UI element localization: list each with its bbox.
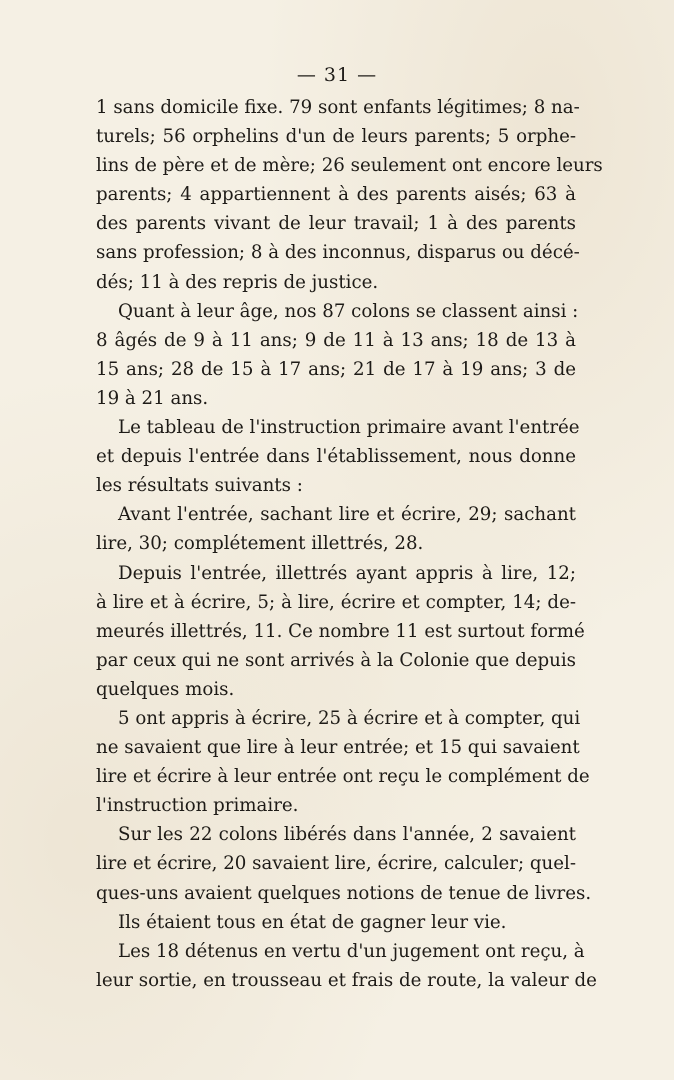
body-text (96, 93, 603, 995)
text-line: Les 18 détenus en vertu d'un jugement ont reçu, à (118, 940, 585, 962)
text-line: leur sortie, en trousseau et frais de route, la valeur de (96, 969, 597, 991)
text-line: Quant à leur âge, nos 87 colons se classent ainsi : (118, 300, 579, 322)
text-line: ques-uns avaient quelques notions de tenue de livres. (96, 882, 592, 904)
text-line: 19 à 21 ans. (96, 387, 209, 409)
text-line: parents; 4 appartiennent à des parents aisés; 63 à (96, 184, 576, 206)
text-line: 15 ans; 28 de 15 à 17 ans; 21 de 17 à 19 ans; 3 de (96, 358, 576, 380)
text-line: les résultats suivants : (96, 475, 303, 497)
text-line: sans profession; 8 à des inconnus, disparus ou décé- (96, 242, 580, 264)
text-line: meurés illettrés, 11. Ce nombre 11 est surtout formé (96, 620, 585, 642)
text-line: Sur les 22 colons libérés dans l'année, 2 savaient (118, 824, 576, 846)
text-line: Depuis l'entrée, illettrés ayant appris à lire, 12; (118, 562, 576, 584)
text-line: Avant l'entrée, sachant lire et écrire, 29; sachant (118, 504, 576, 526)
text-line: des parents vivant de leur travail; 1 à des parents (96, 213, 576, 235)
text-line: turels; 56 orphelins d'un de leurs parents; 5 orphe- (96, 126, 576, 148)
page-number: — 31 — (296, 64, 378, 86)
text-line: Ils étaient tous en état de gagner leur vie. (118, 911, 507, 933)
text-line: dés; 11 à des repris de justice. (96, 271, 379, 293)
text-line: ne savaient que lire à leur entrée; et 15 qui savaient (96, 737, 580, 759)
text-line: lire et écrire, 20 savaient lire, écrire, calculer; quel- (96, 853, 576, 875)
text-line: et depuis l'entrée dans l'établissement, nous donne (96, 446, 576, 468)
text-line: l'instruction primaire. (96, 795, 299, 817)
text-line: 1 sans domicile fixe. 79 sont enfants légitimes; 8 na- (96, 97, 580, 118)
text-line: lire et écrire à leur entrée ont reçu le complément de (96, 766, 590, 788)
text-line: 8 âgés de 9 à 11 ans; 9 de 11 à 13 ans; 18 de 13 à (96, 329, 576, 351)
text-line: à lire et à écrire, 5; à lire, écrire et compter, 14; de- (96, 591, 576, 613)
text-line: quelques mois. (96, 678, 235, 700)
text-line: Le tableau de l'instruction primaire avant l'entrée (118, 417, 580, 439)
text-line: lins de père et de mère; 26 seulement ont encore leurs (96, 155, 603, 177)
text-line: lire, 30; complétement illettrés, 28. (96, 533, 424, 555)
text-line: par ceux qui ne sont arrivés à la Colonie que depuis (96, 649, 576, 671)
text-line: 5 ont appris à écrire, 25 à écrire et à compter, qui (118, 707, 581, 729)
